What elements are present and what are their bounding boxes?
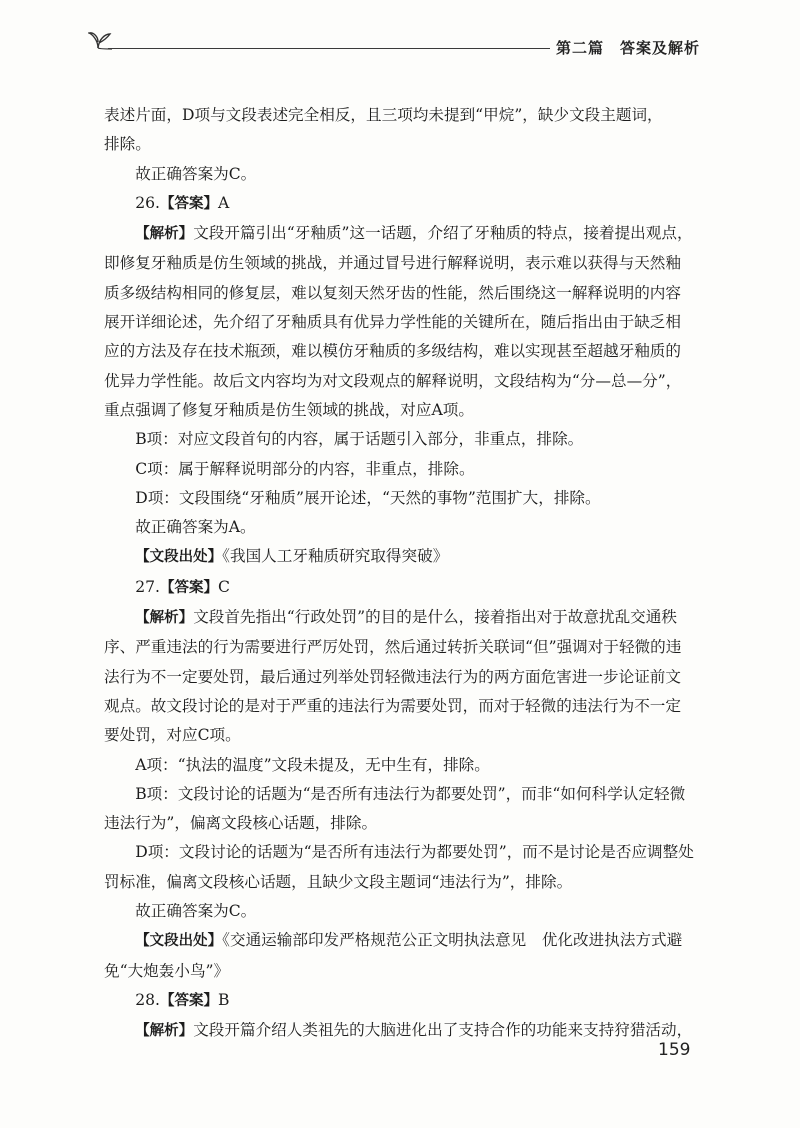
q26-option-b: B项：对应文段首句的内容，属于话题引入部分，非重点，排除。 bbox=[135, 430, 584, 449]
header-rule bbox=[108, 48, 550, 49]
q28-analysis: 【解析】文段开篇介绍人类祖先的大脑进化出了支持合作的功能来支持狩猎活动， bbox=[135, 1021, 693, 1040]
answer-label: 【答案】 bbox=[160, 992, 218, 1009]
section-header-title: 第二篇 答案及解析 bbox=[556, 39, 701, 57]
q26-analysis: 【解析】文段开篇引出“牙釉质”这一话题，介绍了牙釉质的特点，接着提出观点，即修复牙釉质是仿生领域的挑战，并通过冒号进行解释说明，表示难以获得与天然釉质多级结构相同的修复层，难以复刻天然牙齿的性能，然后围绕这一解释说明的内容展开详细论述，先介绍了牙釉质具有优异力学性能的关键所在，随后指出由于缺乏相应的方法及存在技术瓶颈，难以模仿牙釉质的多级结构，难以实现甚至超越牙釉质的优异力学性能。故后文内容均为对文段观点的解释说明，文段结构为“分—总—分”，重点强调了修复牙釉质是仿生领域的挑战，对应A项。 bbox=[104, 224, 693, 419]
answer-label: 【答案】 bbox=[160, 579, 218, 596]
answer-label: 【答案】 bbox=[160, 195, 218, 212]
source-label: 【文段出处】 bbox=[135, 933, 223, 950]
analysis-label: 【解析】 bbox=[135, 226, 194, 243]
question-number: 28. bbox=[135, 990, 160, 1009]
answer-value: C bbox=[218, 577, 230, 596]
text-line: 表述片面，D项与文段表述完全相反，且三项均未提到“甲烷”，缺少文段主题词， 排除。 bbox=[104, 106, 663, 154]
q27-option-d: D项：文段讨论的话题为“是否所有违法行为都要处罚”，而不是讨论是否应调整处罚标准，偏离文段核心话题，且缺少文段主题词“违法行为”，排除。 bbox=[104, 843, 694, 891]
q27-answer bbox=[104, 573, 694, 603]
answer-body bbox=[104, 101, 694, 1047]
page-number: 159 bbox=[658, 1040, 691, 1060]
analysis-label: 【解析】 bbox=[135, 610, 194, 627]
answer-value: B bbox=[218, 990, 230, 1009]
analysis-label: 【解析】 bbox=[135, 1023, 194, 1040]
q27-analysis: 【解析】文段首先指出“行政处罚”的目的是什么，接着指出对于故意扰乱交通秩序、严重违法的行为需要进行严厉处罚，然后通过转折关联词“但”强调对于轻微的违法行为不一定要处罚，最后通过列举处罚轻微违法行为的两方面危害进一步论证前文观点。故文段讨论的是对于严重的违法行为需要处罚，而对于轻微的违法行为不一定要处罚，对应C项。 bbox=[104, 608, 682, 745]
q27-source: 【文段出处】《交通运输部印发严格规范公正文明执法意见 优化改进执法方式避免“大炮轰小鸟”》 bbox=[104, 931, 683, 980]
final-answer: 故正确答案为C。 bbox=[135, 164, 257, 183]
answer-value: A bbox=[218, 193, 230, 212]
question-number: 27. bbox=[135, 577, 160, 596]
q26-source: 【文段出处】《我国人工牙釉质研究取得突破》 bbox=[135, 547, 449, 566]
source-label: 【文段出处】 bbox=[135, 549, 223, 566]
q27-option-b: B项：文段讨论的话题为“是否所有违法行为都要处罚”，而非“如何科学认定轻微违法行为”，偏离文段核心话题，排除。 bbox=[104, 784, 686, 833]
q26-answer bbox=[104, 189, 694, 219]
q26-option-c: C项：属于解释说明部分的内容，非重点，排除。 bbox=[135, 459, 475, 478]
question-number: 26. bbox=[135, 193, 160, 212]
q26-final-answer: 故正确答案为A。 bbox=[135, 518, 256, 537]
q27-final-answer: 故正确答案为C。 bbox=[135, 902, 257, 921]
q27-option-a: A项：“执法的温度”文段未提及，无中生有，排除。 bbox=[135, 755, 490, 774]
q28-answer bbox=[104, 986, 694, 1016]
q26-option-d: D项：文段围绕“牙釉质”展开论述，“天然的事物”范围扩大，排除。 bbox=[135, 488, 601, 507]
